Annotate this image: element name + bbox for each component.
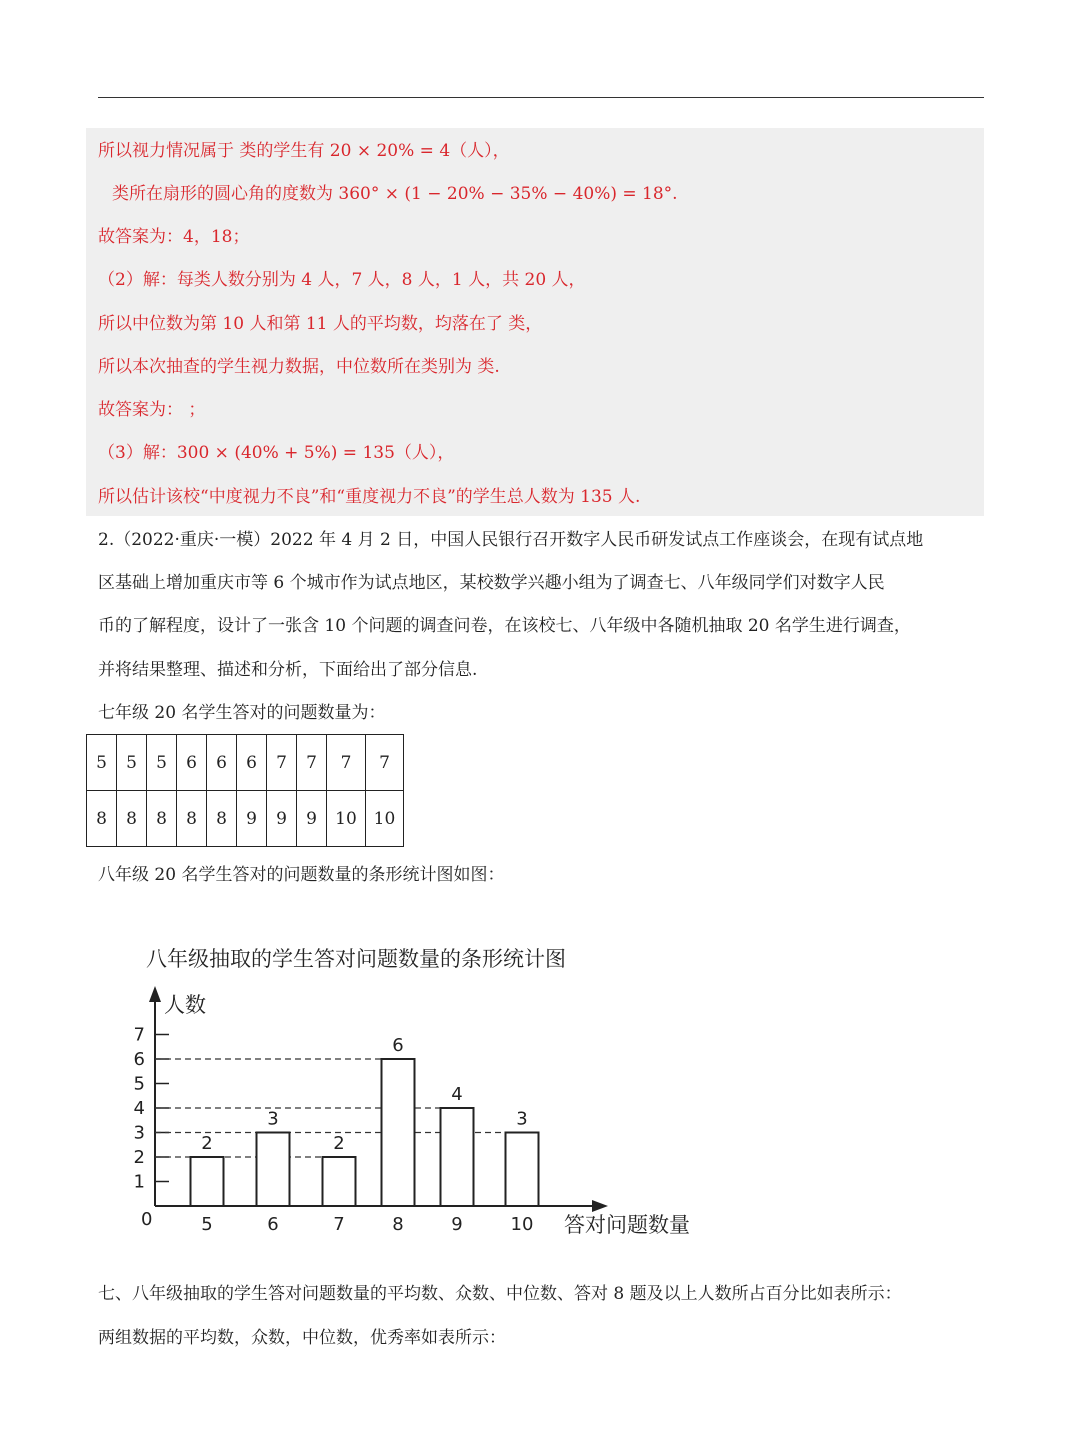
answer-line-1: 所以视力情况属于 类的学生有 20 × 20% = 4（人）， [98,141,510,161]
bar [382,1059,415,1206]
grade7-cell: 10 [366,791,404,847]
grade7-cell: 5 [87,735,117,791]
y-tick-label: 7 [133,1024,145,1046]
answer-line-2: 类所在扇形的圆心角的度数为 360° × (1 − 20% − 35% − 40%) = 18°. [112,184,678,204]
bar-value-label: 2 [333,1133,345,1154]
grade7-cell: 10 [327,791,366,847]
question-paragraph-2: 区基础上增加重庆市等 6 个城市作为试点地区，某校数学兴趣小组为了调查七、八年级同学们对数字人民 [98,573,885,593]
question-paragraph-4: 并将结果整理、描述和分析，下面给出了部分信息. [98,660,478,680]
chart-title: 八年级抽取的学生答对问题数量的条形统计图 [146,947,566,971]
bar [506,1133,539,1207]
grade7-cell: 9 [267,791,297,847]
question-paragraph-1: 2.（2022·重庆·一模）2022 年 4 月 2 日，中国人民银行召开数字人民币研发试点工作座谈会，在现有试点地 [98,530,924,550]
grade7-cell: 8 [87,791,117,847]
bar-value-label: 2 [201,1133,213,1154]
grade7-data-table [86,734,404,847]
answer-line-6: 所以本次抽查的学生视力数据，中位数所在类别为 类. [98,357,500,377]
bar-value-label: 3 [516,1108,528,1130]
after-chart-line-2: 两组数据的平均数，众数，中位数，优秀率如表所示： [98,1328,506,1348]
grade7-row-1 [87,735,404,791]
grade7-cell: 5 [117,735,147,791]
y-axis-arrow [149,986,161,1002]
grade7-cell: 8 [177,791,207,847]
grade7-row-2 [87,791,404,847]
answer-line-9: 所以估计该校“中度视力不良”和“重度视力不良”的学生总人数为 135 人. [98,487,641,507]
bar-value-label: 6 [392,1035,404,1056]
y-tick-label: 5 [133,1073,145,1095]
x-category-label: 8 [392,1214,404,1235]
bar-value-label: 4 [451,1084,463,1105]
y-tick-label: 3 [133,1122,145,1144]
grade8-label: 八年级 20 名学生答对的问题数量的条形统计图如图： [98,865,505,885]
grade7-cell: 7 [327,735,366,791]
grade7-label: 七年级 20 名学生答对的问题数量为： [98,703,386,723]
grade7-cell: 7 [297,735,327,791]
answer-line-3: 故答案为：4，18； [98,227,250,247]
grade7-cell: 6 [237,735,267,791]
answer-line-5: 所以中位数为第 10 人和第 11 人的平均数，均落在了 类， [98,314,543,334]
grade8-bar-chart [0,930,1080,1270]
bar [257,1133,290,1207]
bar-value-label: 3 [267,1108,279,1130]
grade7-cell: 9 [237,791,267,847]
grade7-cell: 6 [207,735,237,791]
grade7-cell: 8 [207,791,237,847]
y-tick-label: 2 [133,1147,145,1168]
x-category-label: 10 [510,1214,534,1235]
x-axis-label: 答对问题数量 [564,1213,690,1237]
x-category-label: 6 [267,1214,279,1235]
grade7-cell: 9 [297,791,327,847]
grade7-cell: 6 [177,735,207,791]
bar [191,1157,224,1206]
after-chart-line-1: 七、八年级抽取的学生答对问题数量的平均数、众数、中位数、答对 8 题及以上人数所占百分比如表所示： [98,1284,902,1304]
answer-line-8: （3）解：300 × (40% + 5%) = 135（人）， [98,443,455,463]
y-axis-label: 人数 [164,993,206,1017]
x-category-label: 9 [451,1214,463,1235]
x-axis-arrow [592,1200,608,1212]
bar [441,1108,474,1206]
y-tick-label: 1 [133,1171,145,1193]
header-rule [98,97,984,98]
y-tick-label: 6 [133,1049,145,1070]
y-tick-label: 4 [133,1098,145,1119]
question-paragraph-3: 币的了解程度，设计了一张含 10 个问题的调查问卷，在该校七、八年级中各随机抽取 20 名学生进行调查， [98,616,911,636]
x-category-label: 5 [201,1214,213,1235]
grade7-cell: 8 [117,791,147,847]
grade7-cell: 5 [147,735,177,791]
grade7-cell: 7 [366,735,404,791]
answer-line-4: （2）解：每类人数分别为 4 人，7 人，8 人，1 人，共 20 人， [98,270,586,290]
grade7-cell: 8 [147,791,177,847]
grade7-cell: 7 [267,735,297,791]
origin-label: 0 [141,1209,153,1230]
bar [323,1157,356,1206]
answer-line-7: 故答案为： ； [98,400,206,420]
x-category-label: 7 [333,1214,345,1235]
